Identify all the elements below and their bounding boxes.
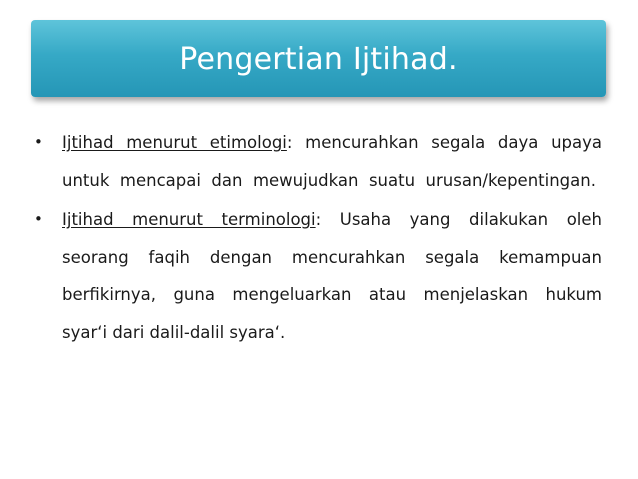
term-separator: : [315, 210, 322, 229]
bullet-marker: • [34, 210, 43, 228]
definition-etimologi: mencurahkan segala daya upaya untuk mencapai dan mewujudkan suatu urusan/kepentingan. [62, 133, 613, 190]
bullet-list [32, 124, 613, 353]
title-banner [31, 20, 606, 97]
bullet-item-etimologi [32, 124, 613, 199]
term-etimologi: Ijtihad menurut etimologi [62, 133, 287, 152]
definition-terminologi: Usaha yang dilakukan oleh seorang faqih dengan mencurahkan segala kemampuan berfikirnya, guna mengeluarkan atau menjelaskan hukum syar‘i dari dalil-dalil syara‘. [62, 210, 613, 342]
term-terminologi: Ijtihad menurut terminologi [62, 210, 316, 229]
bullet-item-terminologi [32, 201, 613, 351]
slide-title: Pengertian Ijtihad. [179, 42, 458, 77]
bullet-marker: • [34, 133, 43, 151]
term-separator: : [286, 133, 293, 152]
